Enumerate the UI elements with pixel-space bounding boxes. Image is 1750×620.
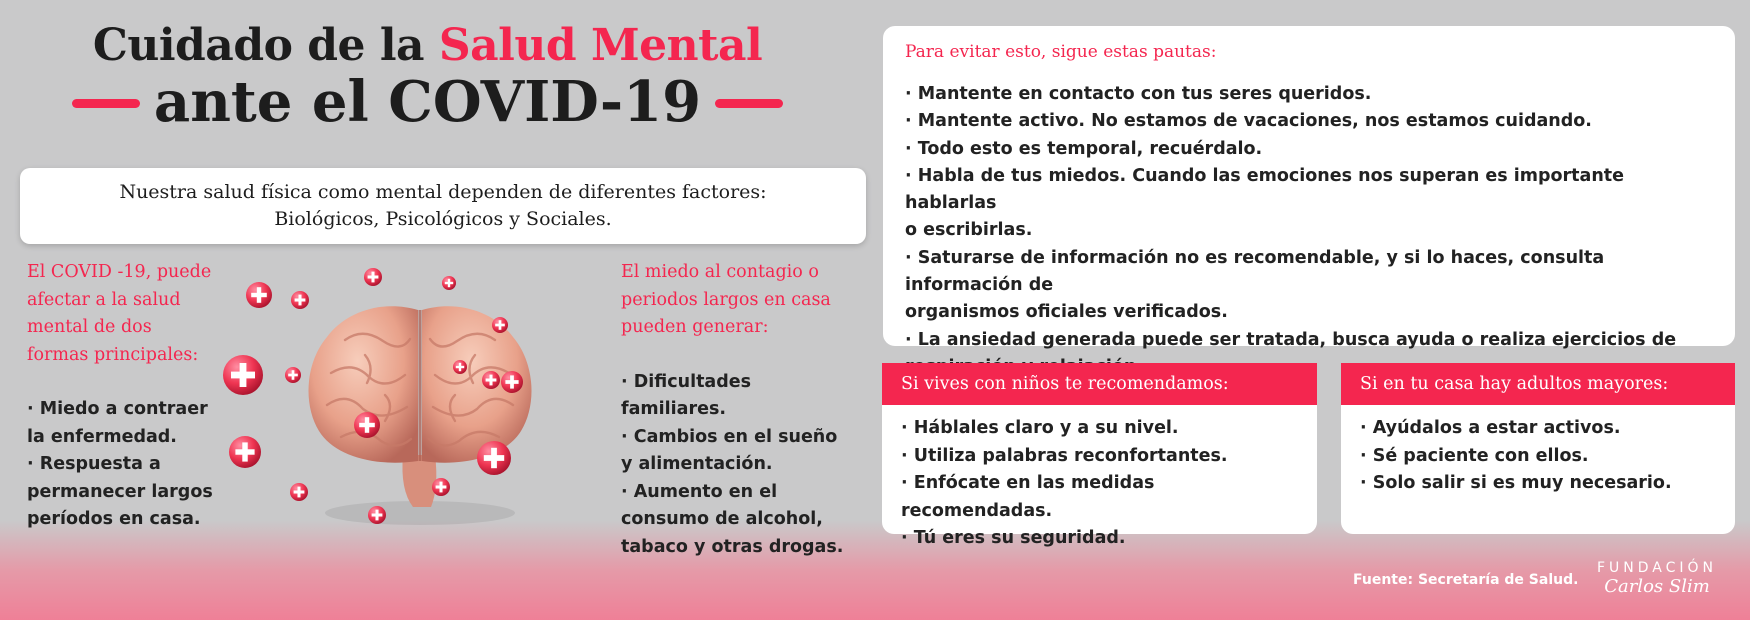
tips-list-line: · Todo esto es temporal, recuérdalo. <box>905 138 1263 159</box>
brain-stem <box>402 455 436 507</box>
tips-list-line: · Habla de tus miedos. Cuando las emociones nos superan es importante hablarlas <box>905 165 1625 214</box>
kids-list-item: · Enfócate en las medidas recomendadas. <box>901 473 1155 521</box>
tips-list-line: organismos oficiales verificados. <box>905 302 1228 323</box>
elders-list <box>1341 405 1735 508</box>
brain-illustration <box>235 255 605 540</box>
virus-icon <box>290 483 308 501</box>
kids-heading: Si vives con niños te recomendamos: <box>882 363 1317 405</box>
kids-list-item: · Tú eres su seguridad. <box>901 528 1126 548</box>
middle-list-line: y alimentación. <box>621 454 773 474</box>
middle-heading-line: periodos largos en casa <box>621 289 831 310</box>
left-heading-line: El COVID -19, puede <box>27 262 212 282</box>
virus-icon <box>223 355 263 395</box>
spacer <box>621 342 856 369</box>
middle-column <box>621 259 856 561</box>
foundation-logo <box>1587 560 1727 597</box>
spacer <box>27 369 232 396</box>
virus-icon <box>432 478 450 496</box>
virus-icon <box>354 412 380 438</box>
logo-line-1: FUNDACIÓN <box>1596 560 1718 576</box>
tips-list-line: · La ansiedad generada puede ser tratada, busca ayuda o realiza ejercicios de <box>905 329 1677 350</box>
elders-list-item: · Ayúdalos a estar activos. <box>1360 418 1621 438</box>
middle-heading-line: El miedo al contagio o <box>621 262 819 282</box>
kids-list <box>882 405 1317 563</box>
intro-line-1: Nuestra salud física como mental dependen de diferentes factores: <box>119 181 767 204</box>
left-list-line: permanecer largos <box>27 481 213 502</box>
left-heading-line: mental de dos <box>27 317 152 337</box>
elders-list-item: · Solo salir si es muy necesario. <box>1360 473 1672 493</box>
title-line-1 <box>60 22 795 70</box>
tips-list-line: · Mantente en contacto con tus seres queridos. <box>905 84 1372 104</box>
virus-icon <box>482 371 500 389</box>
brain-left-hemisphere <box>309 306 418 462</box>
virus-icon <box>229 436 261 468</box>
left-column <box>27 259 232 534</box>
title-line-2-text: ante el COVID-19 <box>153 69 702 136</box>
kids-list-item: · Háblales claro y a su nivel. <box>901 418 1179 438</box>
middle-list-line: · Dificultades familiares. <box>621 371 752 419</box>
kids-list-item: · Utiliza palabras reconfortantes. <box>901 445 1228 466</box>
virus-icon <box>364 268 382 286</box>
tips-box <box>883 26 1735 350</box>
title-line-2 <box>60 69 795 136</box>
logo-line-2: Carlos Slim <box>1604 576 1710 597</box>
tips-list <box>905 81 1713 381</box>
left-list-line: · Respuesta a <box>27 454 161 474</box>
middle-list-line: consumo de alcohol, <box>621 509 823 529</box>
title-highlight: Salud Mental <box>438 20 763 71</box>
virus-icon <box>291 291 309 309</box>
tips-list-line: · Saturarse de información no es recomendable, y si lo haces, consulta información de <box>905 247 1605 296</box>
elders-list-item: · Sé paciente con ellos. <box>1360 445 1589 466</box>
virus-icon <box>442 276 456 290</box>
virus-icon <box>492 317 508 333</box>
middle-list-line: · Aumento en el <box>621 481 778 502</box>
intro-box <box>20 168 866 244</box>
tips-list-line: · Mantente activo. No estamos de vacaciones, nos estamos cuidando. <box>905 111 1592 132</box>
middle-list-line: · Cambios en el sueño <box>621 426 838 447</box>
virus-icon <box>453 360 467 374</box>
middle-heading-line: pueden generar: <box>621 317 769 337</box>
title-dash-right <box>715 99 783 108</box>
infographic-title <box>60 22 795 134</box>
virus-icon <box>501 371 523 393</box>
virus-icon <box>285 367 301 383</box>
intro-line-2: Biológicos, Psicológicos y Sociales. <box>274 208 612 230</box>
left-list-line: · Miedo a contraer <box>27 399 208 419</box>
title-dash-left <box>72 99 140 108</box>
virus-icon <box>368 506 386 524</box>
middle-list-line: tabaco y otras drogas. <box>621 536 844 557</box>
left-list-line: períodos en casa. <box>27 509 201 529</box>
left-heading-line: afectar a la salud <box>27 289 181 310</box>
left-list-line: la enfermedad. <box>27 426 177 447</box>
elders-heading: Si en tu casa hay adultos mayores: <box>1341 363 1735 405</box>
left-heading-line: formas principales: <box>27 344 199 365</box>
tips-heading: Para evitar esto, sigue estas pautas: <box>905 42 1217 62</box>
virus-icon <box>477 441 511 475</box>
virus-icon <box>246 282 272 308</box>
elders-box <box>1341 363 1735 534</box>
tips-list-line: o escribirlas. <box>905 220 1033 241</box>
brain-svg <box>235 255 605 540</box>
source-note: Fuente: Secretaría de Salud. <box>1353 572 1579 588</box>
kids-box <box>882 363 1317 548</box>
title-prefix: Cuidado de la <box>92 20 439 71</box>
